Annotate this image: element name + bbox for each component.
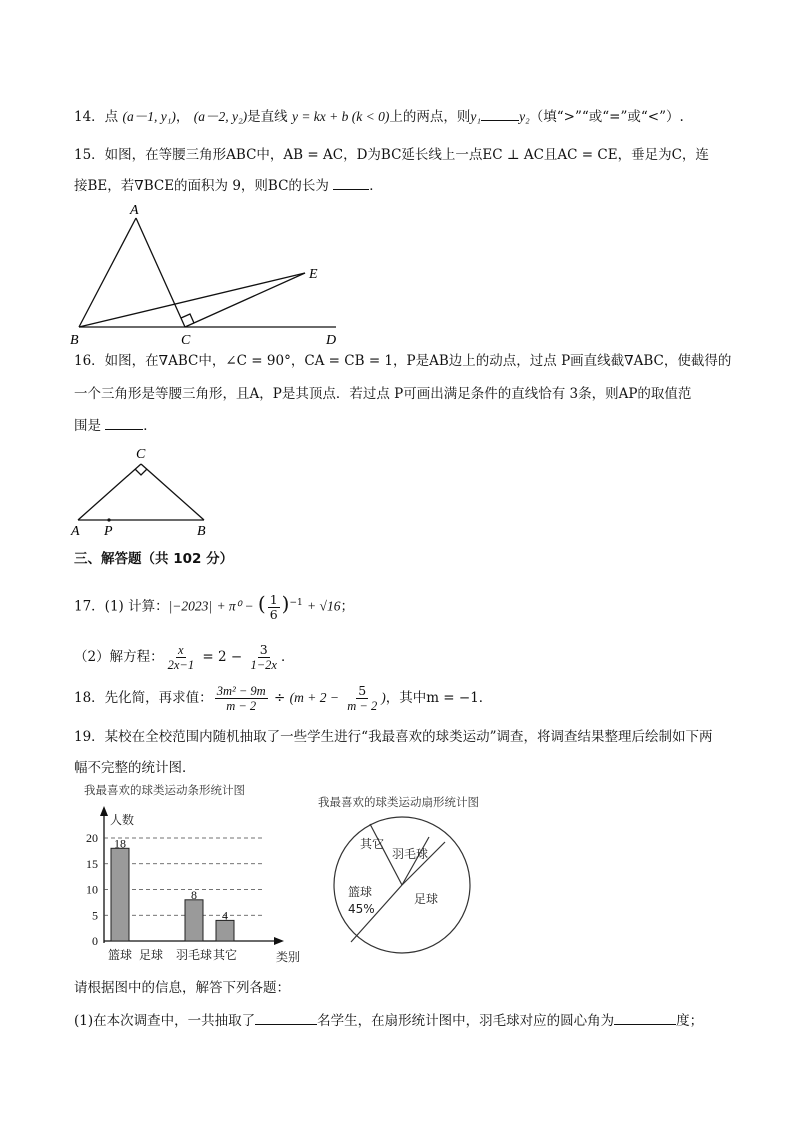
label-d: D bbox=[326, 333, 337, 348]
bar-chart-xlabel: 类别 bbox=[276, 950, 301, 964]
q18-f1-den: m − 2 bbox=[226, 699, 257, 713]
x-tick-label: 其它 bbox=[212, 948, 238, 962]
q17-part1-prefix: 17．(1) 计算： bbox=[74, 598, 169, 615]
bar-chart bbox=[74, 778, 301, 968]
y-tick-label: 20 bbox=[86, 831, 98, 845]
pie-slice-label: 足球 bbox=[414, 892, 439, 906]
q17-end-2: ． bbox=[280, 649, 295, 665]
q17-exponent: −1 bbox=[289, 598, 303, 608]
question-19-sub-1 bbox=[74, 1010, 724, 1031]
pie-slice-label: 其它 bbox=[360, 837, 385, 851]
q18-paren-open: (m + 2 − bbox=[289, 690, 339, 705]
label-a: A bbox=[71, 524, 80, 539]
question-15-line-2 bbox=[74, 175, 724, 196]
q18-fraction-1 bbox=[215, 684, 268, 713]
pie-chart bbox=[310, 788, 540, 958]
label-b: B bbox=[70, 333, 79, 348]
q14-number: 14．点 bbox=[74, 109, 119, 125]
question-15-line-1: 15．如图，在等腰三角形ABC中，AB = AC，D为BC延长线上一点EC ⊥ AC且AC = CE，垂足为C，连 bbox=[74, 147, 709, 163]
pie-slice-value: 45% bbox=[348, 902, 375, 916]
label-b: B bbox=[197, 524, 206, 539]
q14-text-tail: 上的两点，则 bbox=[389, 109, 471, 125]
q17-paren-left: ( bbox=[257, 591, 266, 616]
q17-abs-value: |−2023| bbox=[168, 598, 213, 614]
q19-sub1-text-a: (1)在本次调查中，一共抽取了 bbox=[74, 1013, 256, 1029]
question-19-line-1: 19．某校在全校范围内随机抽取了一些学生进行“我最喜欢的球类运动”调查，将调查结果整理后绘制如下两 bbox=[74, 729, 713, 745]
q14-y1: y₁ bbox=[470, 109, 482, 124]
bar-data-label: 8 bbox=[191, 887, 197, 902]
bar bbox=[111, 848, 129, 941]
x-tick-label: 足球 bbox=[138, 948, 164, 962]
q16-period: ． bbox=[143, 418, 157, 434]
question-16-line-2: 一个三角形是等腰三角形，且A，P是其顶点．若过点 P可画出满足条件的直线恰有 3条，则AP的取值范 bbox=[74, 386, 692, 402]
q16-text: 围是 bbox=[74, 418, 101, 434]
q17-part2-prefix: （2）解方程： bbox=[74, 649, 164, 665]
label-c: C bbox=[136, 447, 146, 462]
q17-end-1: ； bbox=[340, 598, 354, 615]
q17-sqrt-term: + √16 bbox=[307, 598, 341, 614]
x-tick-label: 羽毛球 bbox=[175, 948, 213, 962]
q17-f2-num: 3 bbox=[259, 642, 268, 657]
q18-tail: ，其中m = −1． bbox=[385, 690, 493, 706]
question-19-instruction: 请根据图中的信息，解答下列各题： bbox=[74, 980, 290, 996]
q18-divide: ÷ bbox=[273, 690, 286, 706]
q15-answer-blank bbox=[333, 175, 369, 190]
bar-data-label: 4 bbox=[222, 908, 228, 923]
q14-text-mid: 是直线 bbox=[247, 109, 288, 125]
q14-line-equation: y = kx + b (k < 0) bbox=[291, 109, 390, 124]
label-e: E bbox=[309, 267, 318, 282]
y-tick-label: 10 bbox=[86, 882, 98, 897]
q17-fraction bbox=[268, 593, 280, 622]
question-18 bbox=[74, 683, 724, 713]
q17-f2-den: 1−2x bbox=[250, 658, 277, 672]
q17-frac-num: 1 bbox=[269, 591, 278, 607]
bar-chart-title: 我最喜欢的球类运动条形统计图 bbox=[84, 783, 245, 797]
q17-fraction-1 bbox=[166, 643, 196, 672]
point-p bbox=[107, 518, 110, 521]
q17-equals: = 2 − bbox=[202, 649, 243, 665]
q17-frac-den: 6 bbox=[269, 606, 278, 622]
q19-sub1-text-b: 名学生，在扇形统计图中，羽毛球对应的圆心角为 bbox=[317, 1013, 615, 1029]
pie-slice-label: 篮球 bbox=[348, 885, 373, 899]
q16-triangle-figure bbox=[66, 440, 226, 540]
q14-point-1: (a－1, y₁) bbox=[122, 109, 176, 124]
question-16-line-3 bbox=[74, 415, 724, 436]
label-c: C bbox=[181, 333, 191, 348]
section-3-heading: 三、解答题（共 102 分） bbox=[74, 551, 234, 567]
q16-answer-blank bbox=[105, 415, 143, 430]
q19-sub1-text-c: 度； bbox=[676, 1013, 704, 1029]
q15-period: ． bbox=[369, 178, 383, 194]
x-tick-label: 篮球 bbox=[107, 948, 133, 962]
segment-ac bbox=[78, 464, 141, 520]
segment-ac bbox=[136, 218, 185, 327]
q15-triangle-figure bbox=[64, 198, 354, 348]
pie-chart-title: 我最喜欢的球类运动扇形统计图 bbox=[318, 795, 479, 809]
y-tick-label: 15 bbox=[86, 856, 98, 871]
question-19-line-2: 幅不完整的统计图． bbox=[74, 760, 196, 776]
q17-paren-right: ) bbox=[281, 591, 290, 616]
q14-instruction: （填“>”“或“=”或“<”）. bbox=[529, 109, 684, 125]
q14-answer-blank bbox=[481, 106, 519, 121]
x-axis-arrow bbox=[274, 937, 284, 945]
q18-fraction-2 bbox=[345, 684, 379, 713]
segment-ba bbox=[79, 218, 136, 327]
q15-text: 接BE，若∇BCE的面积为 9，则BC的长为 bbox=[74, 178, 329, 194]
question-17-part-2 bbox=[74, 643, 724, 672]
question-14 bbox=[74, 106, 724, 127]
q18-f2-num: 5 bbox=[358, 683, 367, 698]
q14-point-2: (a－2, y₂) bbox=[193, 109, 248, 124]
bar bbox=[216, 920, 234, 941]
question-16-line-1: 16．如图，在∇ABC中，∠C = 90°，CA = CB = 1，P是AB边上的动点，过点 P画直线截∇ABC，使截得的 bbox=[74, 353, 732, 369]
q17-fraction-2 bbox=[248, 643, 278, 672]
y-tick-label: 5 bbox=[92, 908, 98, 923]
q14-y2: y₂ bbox=[519, 109, 530, 124]
q18-paren-close: ) bbox=[381, 690, 386, 705]
question-17-part-1 bbox=[74, 590, 724, 622]
pie-slice-label: 羽毛球 bbox=[392, 847, 429, 861]
q17-f1-num: x bbox=[178, 643, 184, 657]
bar-chart-ylabel: 人数 bbox=[110, 813, 135, 827]
bar bbox=[185, 900, 203, 941]
label-a: A bbox=[130, 203, 139, 218]
segment-ce bbox=[185, 273, 305, 327]
y-tick-label: 0 bbox=[92, 934, 98, 948]
right-angle-mark bbox=[135, 469, 147, 475]
label-p: P bbox=[104, 524, 113, 539]
y-axis-arrow bbox=[100, 806, 108, 816]
bar-data-label: 18 bbox=[114, 836, 126, 851]
q14-separator: ， bbox=[175, 109, 190, 125]
q19-blank-count bbox=[255, 1010, 317, 1025]
q19-blank-angle bbox=[614, 1010, 676, 1025]
q18-f2-den: m − 2 bbox=[347, 699, 378, 713]
q17-f1-den: 2x−1 bbox=[167, 658, 195, 672]
q17-pi-term: + π⁰ − bbox=[216, 598, 254, 614]
q18-f1-num: 3m² − 9m bbox=[216, 684, 266, 698]
pie-slice-divider bbox=[402, 837, 429, 885]
q18-prefix: 18．先化简，再求值： bbox=[74, 690, 213, 706]
segment-cb bbox=[141, 464, 204, 520]
